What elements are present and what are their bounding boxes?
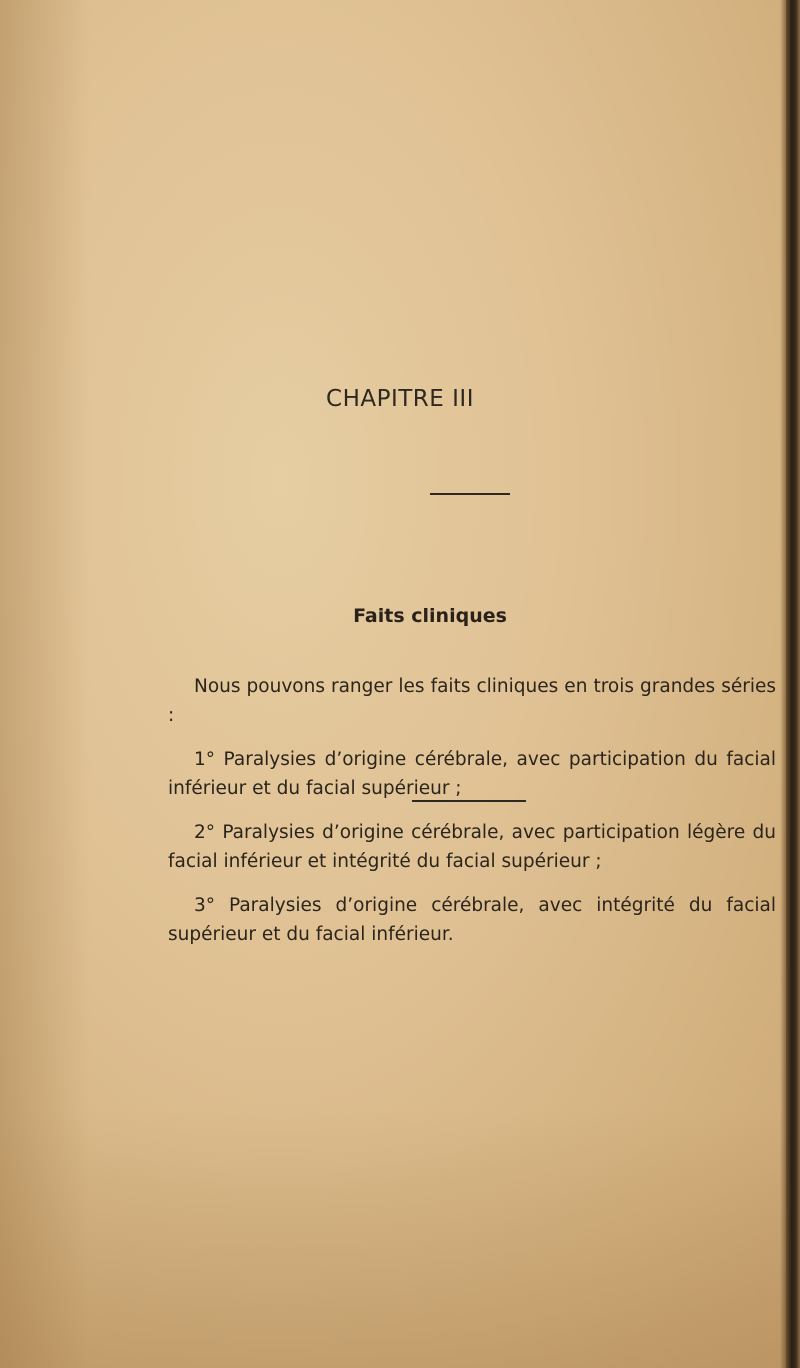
section-title: Faits cliniques — [353, 605, 507, 627]
paragraph-series-2: 2° Paralysies d’origine cérébrale, avec participation légère du facial inférieur et intégrité du facial supérieur ; — [168, 822, 776, 872]
body-text — [168, 672, 776, 964]
section-divider-bottom — [412, 800, 526, 802]
page-shadow-bottom — [0, 1108, 800, 1368]
paragraph-series-3: 3° Paralysies d’origine cérébrale, avec intégrité du facial supérieur et du facial inférieur. — [168, 895, 776, 945]
paragraph-intro: Nous pouvons ranger les faits cliniques en trois grandes séries : — [168, 676, 776, 726]
book-binding-edge — [786, 0, 800, 1368]
paragraph-series-1: 1° Paralysies d’origine cérébrale, avec participation du facial inférieur et du facial supérieur ; — [168, 749, 776, 799]
heading-divider-top — [430, 493, 510, 495]
chapter-heading: CHAPITRE III — [326, 386, 474, 412]
